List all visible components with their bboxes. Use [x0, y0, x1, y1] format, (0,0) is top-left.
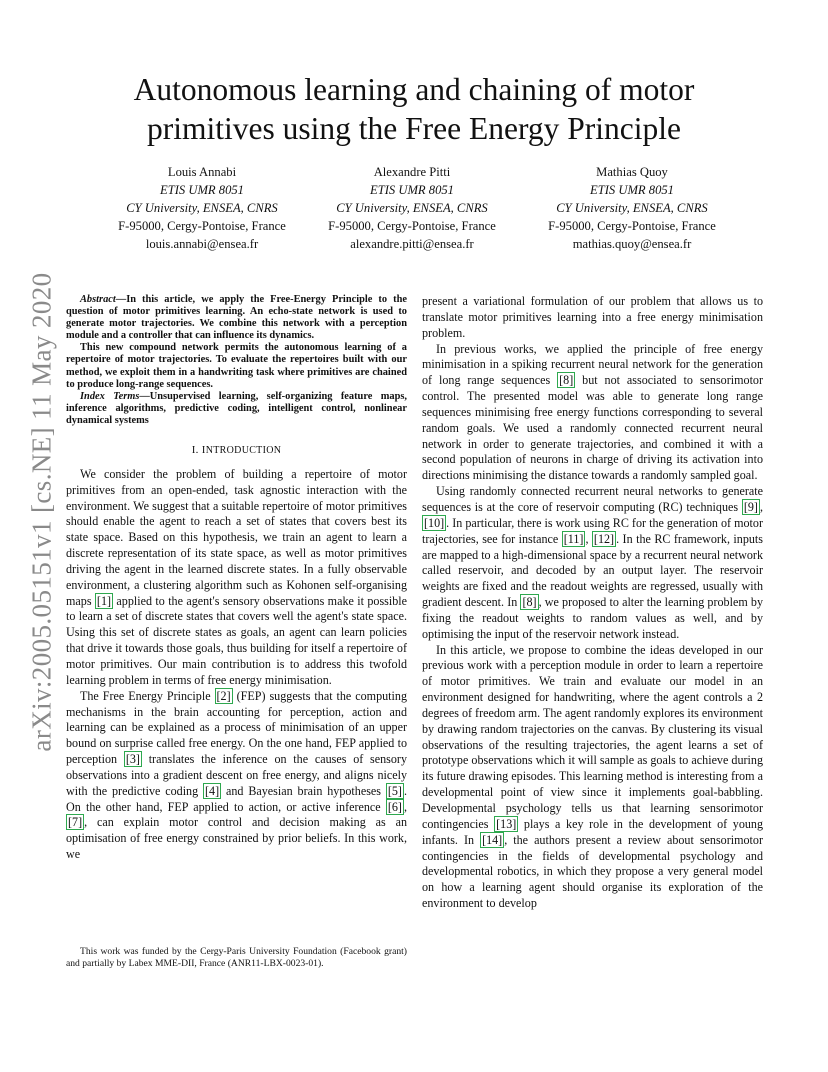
right-column — [422, 294, 763, 912]
intro-paragraph-5: In this article, we propose to combine the ideas developed in our previous work with a perception module in order to learn a repertoire of motor primitives. We train and evaluate our model in an environment designed for handwriting, where the agent controls a 2 degrees of freedom arm. The agent randomly explores its environment by drawing random trajectories on the canvas. By clustering its visual observations of the resulting trajectories, the agent learns a set of prototype observations which it will sample as goals to achieve during its future drawing episodes. This learning method is interesting from a developmental point of view since it implements goal-babbling. Developmental psychology tells us that learning sensorimotor contingencies [13] plays a key role in the development of young infants. In [14] , the authors present a review about sensorimotor contingencies in the fields of developmental psychology and developmental robotics, in which they propose a very general model on how a learning agent should organise its exploration of the environment to develop — [422, 642, 764, 911]
intro-paragraph-continued: present a variational formulation of our problem that allows us to translate motor primitives learning into a free energy minimisation problem. — [422, 294, 763, 340]
citation-link[interactable]: [14] — [482, 832, 503, 847]
abstract-paragraph-2: This new compound network permits the autonomous learning of a repertoire of motor trajectories. To evaluate the repertoires built with our method, we exploit them in a handwriting task where primitives are chained to produce long-range sequences. — [66, 342, 407, 390]
author-name: Alexandre Pitti — [373, 165, 451, 179]
citation-link[interactable]: [2] — [216, 688, 231, 703]
intro-paragraph-2: The Free Energy Principle [2] (FEP) suggests that the computing mechanisms in the brain accounting for perception, action and learning can be explained as a process of minimisation of an upper bound on surprise called free energy. On the one hand, FEP applied to perception [3] translates the inference on the causes of sensory observations into a gradient descent on free energy, and aligns nicely with the predictive coding [4] and Bayesian brain hypotheses [5] . On the other hand, FEP applied to action, or active inference [6] , [7] , can explain motor control and decision making as an optimisation of free energy constrained by prior beliefs. In this work, we — [66, 688, 407, 862]
intro-paragraph-4: Using randomly connected recurrent neural networks to generate sequences is at the core of reservoir computing (RC) techniques [9] , [10] . In particular, there is work using RC for the generation of motor trajectories, see for instance [11] , [12] . In the RC framework, inputs are mapped to a high-dimensional space by a recurrent neural network called reservoir, and decoded by an output layer. The reservoir weights are fixed and the readout weights are regressed, usually with gradient descent. In [8] , we proposed to alter the learning problem by fixing the readout weights to random values as well, and by optimising the input of the reservoir network instead. — [422, 484, 763, 641]
intro-paragraph-1: We consider the problem of building a repertoire of motor primitives from an open-ended, task agnostic interaction with the environment. We suggest that a suitable repertoire of motor primitives should enable the agent to reach a set of states that covers best its state space. Based on this hypothesis, we train an agent to learn a discrete representation of its state space, as well as motor primitives driving the agent in the learned discrete states. In a fully observable environment, a clustering algorithm such as Kohonen self-organising maps [1] applied to the agent's sensory observations make it possible to learn a set of discrete states that covers well the agent's state space. Using this set of discrete states as goals, an agent can learn policies that drive it towards those goals, thus building for itself a repertoire of motor primitives. Our main contribution is to address this twofold learning problem in terms of free energy minimisation. — [66, 466, 407, 687]
citation-link[interactable]: [11] — [563, 531, 584, 546]
index-terms-label: Index Terms — [80, 390, 140, 402]
author-name: Louis Annabi — [167, 165, 237, 179]
arxiv-identifier: arXiv:2005.05151v1 [cs.NE] 11 May 2020 — [26, 272, 57, 752]
citation-link[interactable]: [1] — [96, 593, 112, 608]
author-email[interactable]: alexandre.pitti@ensea.fr — [350, 237, 474, 251]
section-title-rest: NTRODUCTION — [205, 445, 282, 457]
arxiv-sidebar — [20, 262, 64, 762]
citation-link[interactable]: [8] — [522, 595, 537, 610]
citation-link[interactable]: [4] — [205, 783, 220, 798]
left-column — [66, 294, 407, 863]
citation-link[interactable]: [5] — [387, 783, 402, 798]
author-2 — [302, 163, 522, 253]
abstract-label: Abstract — [80, 294, 116, 305]
author-address: F-95000, Cergy-Pontoise, France — [118, 219, 286, 233]
author-email[interactable]: mathias.quoy@ensea.fr — [572, 237, 692, 251]
citation-link[interactable]: [7] — [68, 815, 83, 830]
citation-link[interactable]: [6] — [387, 799, 402, 814]
index-terms-text: —Unsupervised learning, self-organizing feature maps, inference algorithms, predictive coding, intelligent control, nonlinear dynamical systems — [66, 390, 407, 426]
intro-paragraph-3: In previous works, we applied the principle of free energy minimisation in a spiking recurrent neural network for the generation of long range sequences [8] but not associated to sensorimotor control. The presented model was able to generate long range sequences minimising free energy functions corresponding to several random goals. We used a randomly connected recurrent neural network in order to generate trajectories, and combined it with a second population of neurons in charge of driving its activation into directions minimising the distance towards a randomly sampled goal. — [422, 341, 763, 483]
citation-link[interactable]: [12] — [593, 531, 615, 546]
author-unit: ETIS UMR 8051 — [590, 183, 674, 197]
author-name: Mathias Quoy — [596, 165, 668, 179]
section-heading-introduction — [66, 443, 407, 459]
index-terms — [66, 391, 407, 427]
citation-link[interactable]: [13] — [496, 816, 517, 831]
author-institution: CY University, ENSEA, CNRS — [556, 201, 708, 215]
title-line-2: primitives using the Free Energy Principle — [147, 111, 681, 146]
section-number: I. — [191, 444, 202, 457]
author-3 — [522, 163, 742, 253]
author-address: F-95000, Cergy-Pontoise, France — [548, 219, 716, 233]
author-address: F-95000, Cergy-Pontoise, France — [328, 219, 496, 233]
citation-link[interactable]: [9] — [743, 499, 758, 514]
title-line-1: Autonomous learning and chaining of motor — [133, 72, 695, 107]
funding-footnote: This work was funded by the Cergy-Paris University Foundation (Facebook grant) and partially by Labex MME-DII, France (ANR11-LBX-0023-01). — [66, 946, 407, 969]
section-title-initial: I — [201, 444, 206, 457]
author-institution: CY University, ENSEA, CNRS — [126, 201, 278, 215]
citation-link[interactable]: [3] — [125, 752, 140, 767]
author-unit: ETIS UMR 8051 — [160, 183, 244, 197]
author-institution: CY University, ENSEA, CNRS — [336, 201, 488, 215]
citation-link[interactable]: [10] — [424, 515, 445, 530]
paper-title — [0, 70, 828, 148]
abstract-text-1: —In this article, we apply the Free-Energy Principle to the question of motor primitives learning. An echo-state network is used to generate motor trajectories. We combine this network with a perception module and a controller that can influence its dynamics. — [66, 294, 407, 342]
author-1 — [92, 163, 312, 253]
author-unit: ETIS UMR 8051 — [370, 183, 454, 197]
author-block — [92, 163, 732, 253]
author-email[interactable]: louis.annabi@ensea.fr — [145, 237, 259, 251]
abstract — [66, 294, 407, 427]
citation-link[interactable]: [8] — [559, 373, 574, 388]
abstract-paragraph-1 — [66, 294, 407, 342]
